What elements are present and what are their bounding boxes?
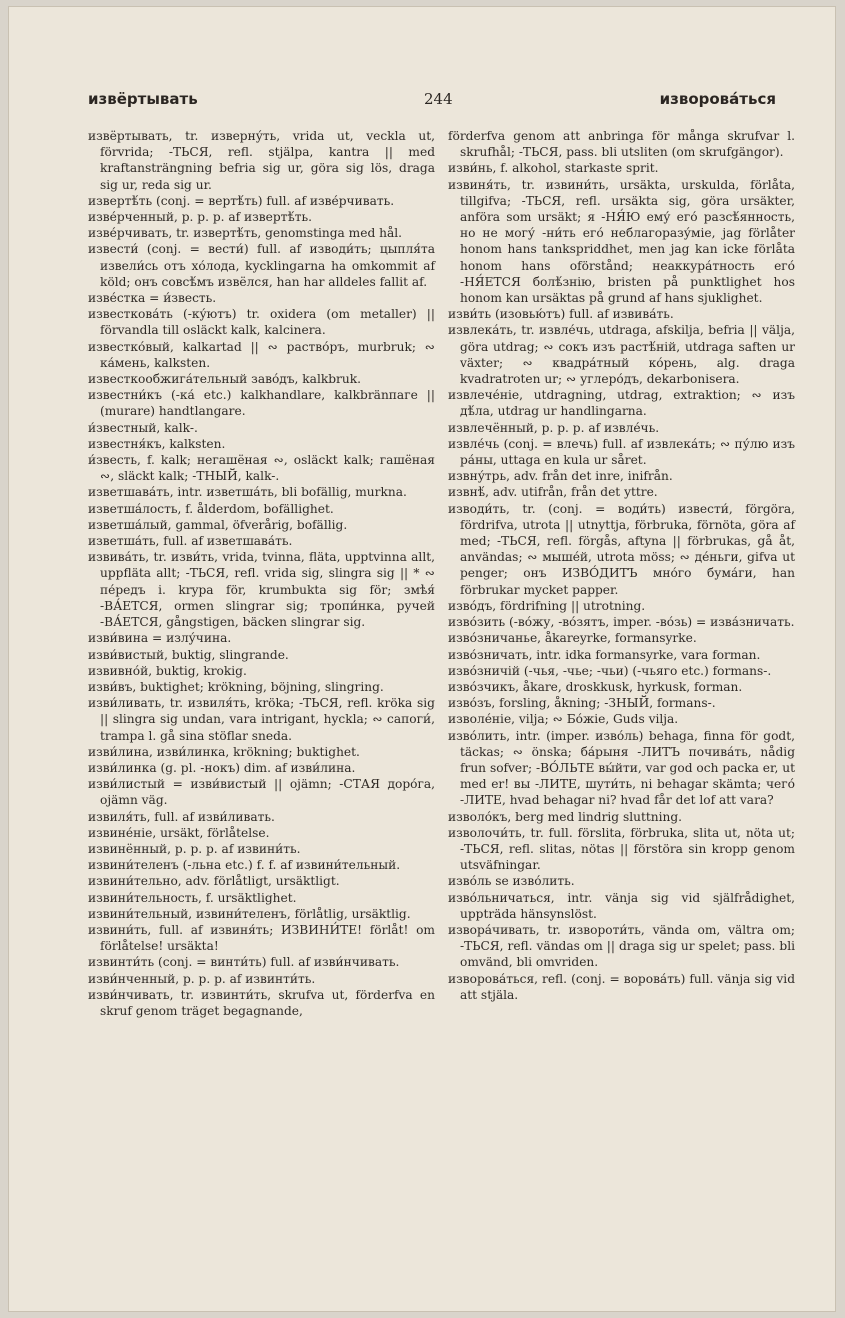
dictionary-entry: изволо́къ, berg med lindrig sluttning. xyxy=(448,809,683,824)
dictionary-entry: извну́трь, adv. från det inre, inifrån. xyxy=(448,469,673,484)
dictionary-entry: извинти́ть (conj. = винти́ть) full. af изви́нчивать. xyxy=(88,955,400,970)
dictionary-entry: извини́тельность, f. ursäktlighet. xyxy=(88,890,297,905)
dictionary-entry: изволе́нiе, vilja; ∾ Бо́жiе, Guds vilja. xyxy=(448,712,679,727)
dictionary-entry: извёртывать, tr. изверну́ть, vrida ut, veckla ut, förvrida; -ТЬСЯ, refl. stjälpa, kantra || med kraftansträngning befria sig ur, göra sig lös, draga sig ur, reda sig ur. xyxy=(88,129,435,192)
dictionary-entry: извлече́нiе, utdragning, utdrag, extraktion; ∾ изъ дѣ́ла, utdrag ur handlingarna. xyxy=(448,388,795,419)
dictionary-entry: изветшава́ть, intr. изветша́ть, bli bofällig, murkna. xyxy=(88,485,407,500)
page-number: 244 xyxy=(424,90,453,108)
dictionary-entry: известни́къ (-ка́ etc.) kalkhandlare, kalkbränпаге || (murare) handtlangare. xyxy=(88,388,435,419)
dictionary-entry: изветша́лость, f. ålderdom, bofällighet. xyxy=(88,501,334,516)
dictionary-entry: изви́вистый, buktig, slingrande. xyxy=(88,647,289,662)
dictionary-entry: изви́вина = излу́чина. xyxy=(88,631,232,646)
header-right-headword: изворова́ться xyxy=(659,90,776,108)
dictionary-entry: изво́льничаться, intr. vänja sig vid själfrådighet, uppträda hänsynslöst. xyxy=(448,890,795,921)
dictionary-entry: извини́теленъ (-льна etc.) f. f. af извини́тельный. xyxy=(88,858,401,873)
dictionary-entry: извертѣ́ть (conj. = вертѣ́ть) full. af изве́рчивать. xyxy=(88,193,395,208)
dictionary-entry: известкова́ть (-ку́ютъ) tr. oxidera (om metaller) || förvandla till osläckt kalk, kalcinera. xyxy=(88,307,435,338)
dictionary-entry: извлечённый, p. p. p. af извле́чь. xyxy=(448,420,660,435)
dictionary-entry: изво́зничiй (-чья, -чье; -чьи) (-чьяго etc.) formans-. xyxy=(448,663,772,678)
dictionary-entry: известня́къ, kalksten. xyxy=(88,436,226,451)
dictionary-entry: изви́нчивать, tr. извинти́ть, skrufva ut, förderfva en skruf genom träget begagnande, xyxy=(88,987,435,1018)
dictionary-entry: известко́вый, kalkartad || ∾ раство́ръ, murbruk; ∾ ка́мень, kalksten. xyxy=(88,339,435,370)
dictionary-entry: förderfva genom att anbringa för många skrufvar l. skrufhål; -ТЬСЯ, pass. bli utsliten (om skrufgängor). xyxy=(448,129,795,160)
dictionary-entry: изви́нченный, p. p. p. af извинти́ть. xyxy=(88,971,316,986)
dictionary-entry: изви́листый = изви́вистый || ojämn; -СТАЯ доро́га, ojämn väg. xyxy=(88,777,435,808)
dictionary-entry: изви́линка (g. pl. -нокъ) dim. af изви́лина. xyxy=(88,760,356,775)
dictionary-entry: изволочи́ть, tr. full. förslita, förbruka, slita ut, nöta ut; -ТЬСЯ, refl. slitas, nötas || förstöra sin kropp genom utsväfningar. xyxy=(448,825,795,873)
dictionary-entry: извора́чивать, tr. изворoти́ть, vända om, vältra om; -ТЬСЯ, refl. vändas om || draga sig ur spelet; pass. bli omvänd, bli omvriden. xyxy=(448,922,795,970)
dictionary-entry: извнѣ́, adv. utifrån, från det yttre. xyxy=(448,485,658,500)
left-column xyxy=(88,128,435,1019)
dictionary-entry: извле́чь (conj. = влечь) full. af извлека́ть; ∾ пу́лю изъ ра́ны, uttaga en kula ur såret. xyxy=(448,436,795,468)
dictionary-entry: изветша́лый, gammal, öfverårig, bofällig. xyxy=(88,517,348,532)
page-header xyxy=(88,90,776,116)
dictionary-entry: изви́ть (изовью́тъ) full. af извива́ть. xyxy=(448,307,674,322)
dictionary-entry: извивно́й, buktig, krokig. xyxy=(88,663,247,678)
dictionary-entry: извини́ть, full. af извиня́ть; ИЗВИНИ́ТЕ! förlåt! om förlåtelse! ursäkta! xyxy=(88,922,435,954)
dictionary-entry: извиля́ть, full. af изви́ливать. xyxy=(88,809,275,824)
dictionary-entry: изводи́ть, tr. (conj. = води́ть) извести́, förgöra, fördrifva, utrota || utnyttja, förbruka, förnöta, göra af med; -ТЬСЯ, refl. förgås, aftyna || förbrukas, gå åt, användas; ∾ мыше́й, utrota möss; ∾ де́ньги, gifva ut penger; онъ ИЗВО́ДИТЪ мно́го бума́ги, han förbrukar mycket papper. xyxy=(448,501,795,597)
dictionary-entry: извлека́ть, tr. извле́чь, utdraga, afskilja, befria || välja, göra utdrag; ∾ сокъ изъ растѣ́нiй, utdraga saften ur växter; ∾ квадра́тный ко́рень, alg. draga kvadratroten ur; ∾ углеро́дъ, dekarbonisera. xyxy=(448,323,795,387)
book-page xyxy=(8,6,836,1312)
header-left-headword: извёртывать xyxy=(88,90,198,108)
dictionary-entry: изви́ливать, tr. извиля́ть, kröka; -ТЬСЯ, refl. kröka sig || slingra sig undan, vara intrigant, hyckla; ∾ сапоги́, trampa l. gå sina stöflar sneda. xyxy=(88,696,435,743)
dictionary-entry: изветша́ть, full. af изветшава́ть. xyxy=(88,534,293,549)
dictionary-entry: изве́рченный, p. p. p. af извертѣ́ть. xyxy=(88,210,313,225)
dictionary-entry: изво́лить, intr. (imper. изво́ль) behaga, finna för godt, täckas; ∾ önska; ба́рыня -ЛИТЪ почива́ть, nådig frun sofver; -ВО́ЛЬТЕ вы́йти, var god och packa er, ut med er! вы -ЛИТЕ, шути́ть, ni behagar skämta; чего́ -ЛИТЕ, hvad behagar ni? hvad får det lof att vara? xyxy=(448,728,795,808)
dictionary-entry: и́звесть, f. kalk; негашёная ∾, osläckt kalk; гашёная ∾, släckt kalk; -ТНЫЙ, kalk-. xyxy=(88,453,435,484)
dictionary-entry: известкообжига́тельный заво́дъ, kalkbruk. xyxy=(88,372,361,387)
dictionary-entry: изви́въ, buktighet; krökning, böjning, slingring. xyxy=(88,679,384,694)
dictionary-entry: изво́зничанье, åkareyrke, formansyrke. xyxy=(448,631,697,646)
right-column xyxy=(448,128,795,1003)
dictionary-entry: изве́рчивать, tr. извертѣ́ть, genomstinga med hål. xyxy=(88,226,403,241)
dictionary-entry: изворова́ться, refl. (conj. = ворова́ть) full. vänja sig vid att stjäla. xyxy=(448,971,795,1002)
dictionary-entry: извива́ть, tr. изви́ть, vrida, tvinna, fläta, upptvinna allt, uppfläta allt; -ТЬСЯ, refl. vrida sig, slingra sig || * ∾ пе́редъ i. krypa för, krumbukta sig för; змѣя́ -ВА́ЕТСЯ, ormen slingrar sig; тропи́нка, ручей -ВА́ЕТСЯ, gångstigen, bäcken slingrar sig. xyxy=(88,550,435,630)
dictionary-entry: изво́ль se изво́лить. xyxy=(448,874,575,889)
dictionary-entry: извине́нiе, ursäkt, förlåtelse. xyxy=(88,825,270,840)
dictionary-entry: извини́тельный, извини́теленъ, förlåtlig, ursäktlig. xyxy=(88,906,411,921)
dictionary-entry: извести́ (conj. = вести́) full. af изводи́ть; цыпля́та извели́сь отъ хо́лода, kycklingarna ha omkommit af köld; онъ совсѣ́мъ извёлся, han har alldeles fallit af. xyxy=(88,242,435,289)
dictionary-entry: изви́нь, f. alkohol, starkaste sprit. xyxy=(448,161,659,176)
dictionary-entry: изво́зъ, forsling, åkning; -ЗНЫЙ, formans-. xyxy=(448,696,716,711)
dictionary-entry: изво́зчикъ, åkare, droskkusk, hyrkusk, forman. xyxy=(448,679,743,694)
dictionary-entry: изво́зничать, intr. idka formansyrke, vara forman. xyxy=(448,647,761,662)
dictionary-entry: изво́зить (-во́жу, -во́зятъ, imper. -во́зь) = изва́зничать. xyxy=(448,615,795,630)
dictionary-entry: изве́стка = и́звесть. xyxy=(88,291,217,306)
dictionary-entry: извиня́ть, tr. извини́ть, ursäkta, urskulda, förlåta, tillgifva; -ТЬСЯ, refl. ursäkta sig, göra ursäkter, anföra som ursäkt; я -НЯ́Ю ему́ его́ разсѣ́янность, но не могу́ -ни́ть его́ неблагоразу́мiе, jag förlåter honom hans tankspriddhet, men jag kan icke förlåta honom hans oförstånd; неаккура́тность его́ -НЯ́ЕТСЯ болѣ́знiю, bristen på punktlighet hos honom kan ursäktas på grund af hans sjuklighet. xyxy=(448,177,795,306)
dictionary-entry: извинённый, p. p. p. af извини́ть. xyxy=(88,841,301,856)
dictionary-entry: и́звестный, kalk-. xyxy=(88,420,198,435)
dictionary-entry: изво́дъ, fördrifning || utrotning. xyxy=(448,598,646,613)
dictionary-entry: извини́тельно, adv. förlåtligt, ursäktligt. xyxy=(88,874,340,889)
dictionary-entry: изви́лина, изви́линка, krökning; buktighet. xyxy=(88,744,360,759)
